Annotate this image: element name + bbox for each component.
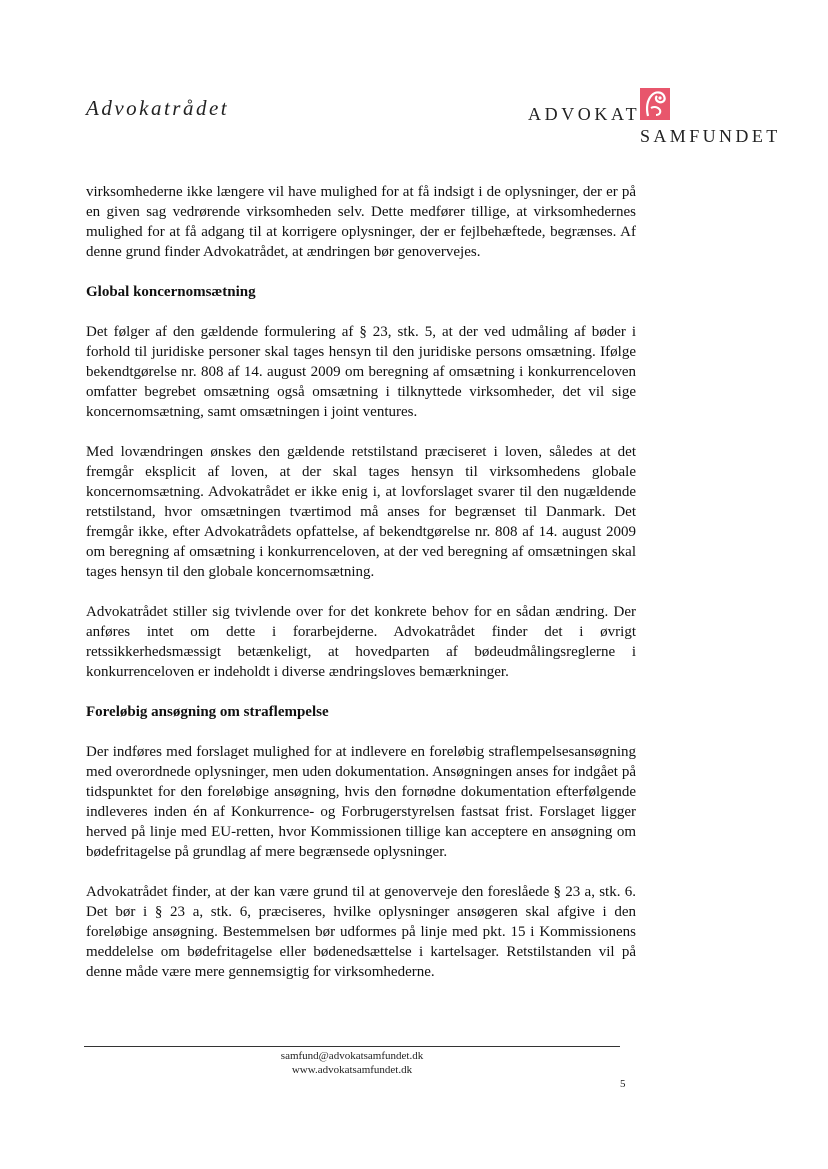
logo-text-bottom: SAMFUNDET [640, 126, 781, 146]
paragraph: Advokatrådet stiller sig tvivlende over for det konkrete behov for en sådan ændring. Der anføres intet om dette i forarbejderne. Advokatrådet finder det i øvrigt retssikkerhedsmæssigt betænkeligt, at hovedparten af bødeudmålingsreglerne i konkurrenceloven er indeholdt i diverse ændringsloves bemærkninger. [86, 604, 636, 680]
footer-divider [84, 1046, 620, 1047]
footer [84, 1049, 620, 1077]
paragraph: virksomhederne ikke længere vil have mulighed for at få indsigt i de oplysninger, der er på en given sag vedrørende virksomheden selv. Dette medfører tillige, at virksomhedernes mulighed for at få adgang til at korrigere oplysninger, der er fejlbehæftede, begrænses. Af denne grund finder Advokatrådet, at ændringen bør genovervejes. [86, 184, 636, 260]
section-heading: Global koncernomsætning [86, 284, 256, 300]
section-heading: Foreløbig ansøgning om straflempelse [86, 704, 329, 720]
paragraph: Advokatrådet finder, at der kan være grund til at genoverveje den foreslåede § 23 a, stk. 6. Det bør i § 23 a, stk. 6, præciseres, hvilke oplysninger ansøgeren skal afgive i den foreløbige ansøgning. Bestemmelsen bør udformes på linje med pkt. 15 i Kommissionens meddelelse om bødefritagelse eller bødenedsættelse i kartelsager. Retstilstanden vil på denne måde være mere gennemsigtig for virksomhederne. [86, 884, 636, 980]
document-body [86, 182, 636, 1002]
footer-email: samfund@advokatsamfundet.dk [280, 1050, 424, 1062]
paragraph: Det følger af den gældende formulering af § 23, stk. 5, at der ved udmåling af bøder i forhold til juridiske personer skal tages hensyn til den juridiske persons omsætning. Ifølge bekendtgørelse nr. 808 af 14. august 2009 om beregning af omsætning i konkurrenceloven omfatter begrebet omsætning også omsætning i tilknyttede virksomheder, det vil sige koncernomsætning, samt omsætningen i joint ventures. [86, 324, 636, 420]
page-number: 5 [620, 1078, 626, 1090]
footer-website: www.advokatsamfundet.dk [291, 1064, 413, 1076]
paragraph: Der indføres med forslaget mulighed for at indlevere en foreløbig straflempelsesansøgning med overordnede oplysninger, men uden dokumentation. Ansøgningen anses for indgået på tidspunktet for den foreløbige ansøgning, hvis den fornødne dokumentation efterfølgende indleveres inden én af Konkurrence- og Forbrugerstyrelsen fastsat frist. Forslaget ligger herved på linje med EU-retten, hvor Kommissionen tillige kan acceptere en ansøgning om bødefritagelse på grundlag af mere begrænsede oplysninger. [86, 744, 636, 860]
paragraph: Med lovændringen ønskes den gældende retstilstand præciseret i loven, således at det fremgår eksplicit af loven, at der skal tages hensyn til virksomhedens globale koncernomsætning. Advokatrådet er ikke enig i, at lovforslaget svarer til den nugældende retstilstand, hvor omsætningen tværtimod må anses for begrænset til Danmark. Det fremgår ikke, efter Advokatrådets opfattelse, af bekendtgørelse nr. 808 af 14. august 2009 om beregning af omsætning i konkurrenceloven, at der ved beregning af omsætningen skal tages hensyn til den globale koncernomsætning. [86, 444, 636, 580]
advokatsamfundet-logo [528, 88, 788, 148]
logo-emblem-icon [640, 88, 670, 120]
logo-text-top: ADVOKAT [528, 104, 641, 124]
header-title: Advokatrådet [86, 96, 230, 120]
